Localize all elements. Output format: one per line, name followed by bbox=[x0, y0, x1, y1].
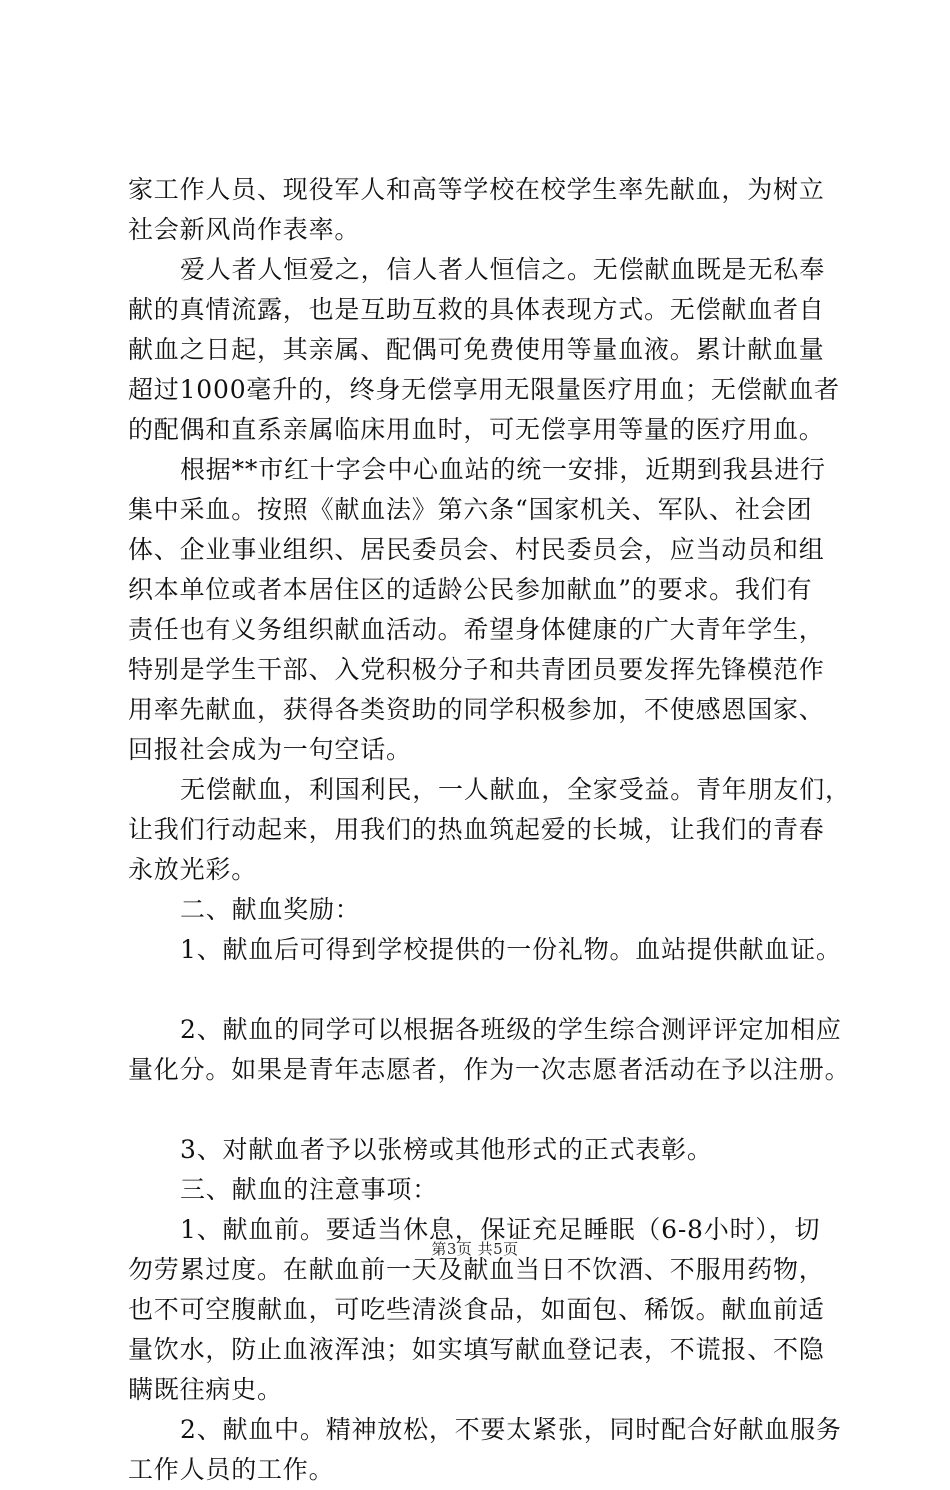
body-line: 献的真情流露，也是互助互救的具体表现方式。无偿献血者自 bbox=[128, 295, 825, 324]
body-line: 让我们行动起来，用我们的热血筑起爱的长城，让我们的青春 bbox=[128, 815, 825, 844]
list-item-line: 1、献血前。要适当休息，保证充足睡眠（6-8小时），切 bbox=[180, 1215, 821, 1244]
body-line: 织本单位或者本居住区的适龄公民参加献血”的要求。我们有 bbox=[128, 575, 813, 604]
body-line: 量化分。如果是青年志愿者，作为一次志愿者活动在予以注册。 bbox=[128, 1055, 851, 1084]
blank-line bbox=[128, 1090, 840, 1130]
body-line: 用率先献血，获得各类资助的同学积极参加，不使感恩国家、 bbox=[128, 695, 825, 724]
blank-line bbox=[128, 970, 840, 1010]
list-item-line: 2、献血的同学可以根据各班级的学生综合测评评定加相应 bbox=[180, 1015, 842, 1044]
list-item-line: 2、献血中。精神放松，不要太紧张，同时配合好献血服务 bbox=[180, 1415, 842, 1444]
body-line: 超过1000毫升的，终身无偿享用无限量医疗用血；无偿献血者 bbox=[128, 375, 840, 404]
list-item-line: 3、对献血者予以张榜或其他形式的正式表彰。 bbox=[180, 1135, 713, 1164]
document-body bbox=[128, 170, 851, 1490]
section-heading: 二、献血奖励： bbox=[180, 895, 361, 924]
body-line: 量饮水，防止血液浑浊；如实填写献血登记表，不谎报、不隐 bbox=[128, 1335, 825, 1364]
page-number-footer: 第3页 共5页 bbox=[431, 1240, 519, 1258]
list-item-line: 1、献血后可得到学校提供的一份礼物。血站提供献血证。 bbox=[180, 935, 842, 964]
body-line: 社会新风尚作表率。 bbox=[128, 215, 361, 244]
body-line: 也不可空腹献血，可吃些清淡食品，如面包、稀饭。献血前适 bbox=[128, 1295, 825, 1324]
paragraph-start-line: 根据**市红十字会中心血站的统一安排，近期到我县进行 bbox=[180, 455, 826, 484]
body-line: 特别是学生干部、入党积极分子和共青团员要发挥先锋模范作 bbox=[128, 655, 825, 684]
body-line: 家工作人员、现役军人和高等学校在校学生率先献血，为树立 bbox=[128, 175, 825, 204]
body-line: 责任也有义务组织献血活动。希望身体健康的广大青年学生， bbox=[128, 615, 825, 644]
body-line: 集中采血。按照《献血法》第六条“国家机关、军队、社会团 bbox=[128, 495, 813, 524]
paragraph-start-line: 无偿献血，利国利民，一人献血，全家受益。青年朋友们， bbox=[180, 775, 851, 804]
body-line: 勿劳累过度。在献血前一天及献血当日不饮酒、不服用药物， bbox=[128, 1255, 825, 1284]
body-line: 回报社会成为一句空话。 bbox=[128, 735, 412, 764]
body-line: 体、企业事业组织、居民委员会、村民委员会，应当动员和组 bbox=[128, 535, 825, 564]
body-line: 永放光彩。 bbox=[128, 855, 258, 884]
body-line: 的配偶和直系亲属临床用血时，可无偿享用等量的医疗用血。 bbox=[128, 415, 825, 444]
paragraph-start-line: 爱人者人恒爱之，信人者人恒信之。无偿献血既是无私奉 bbox=[180, 255, 826, 284]
section-heading: 三、献血的注意事项： bbox=[180, 1175, 439, 1204]
body-line: 献血之日起，其亲属、配偶可免费使用等量血液。累计献血量 bbox=[128, 335, 825, 364]
body-line: 工作人员的工作。 bbox=[128, 1455, 335, 1484]
body-line: 瞒既往病史。 bbox=[128, 1375, 283, 1404]
